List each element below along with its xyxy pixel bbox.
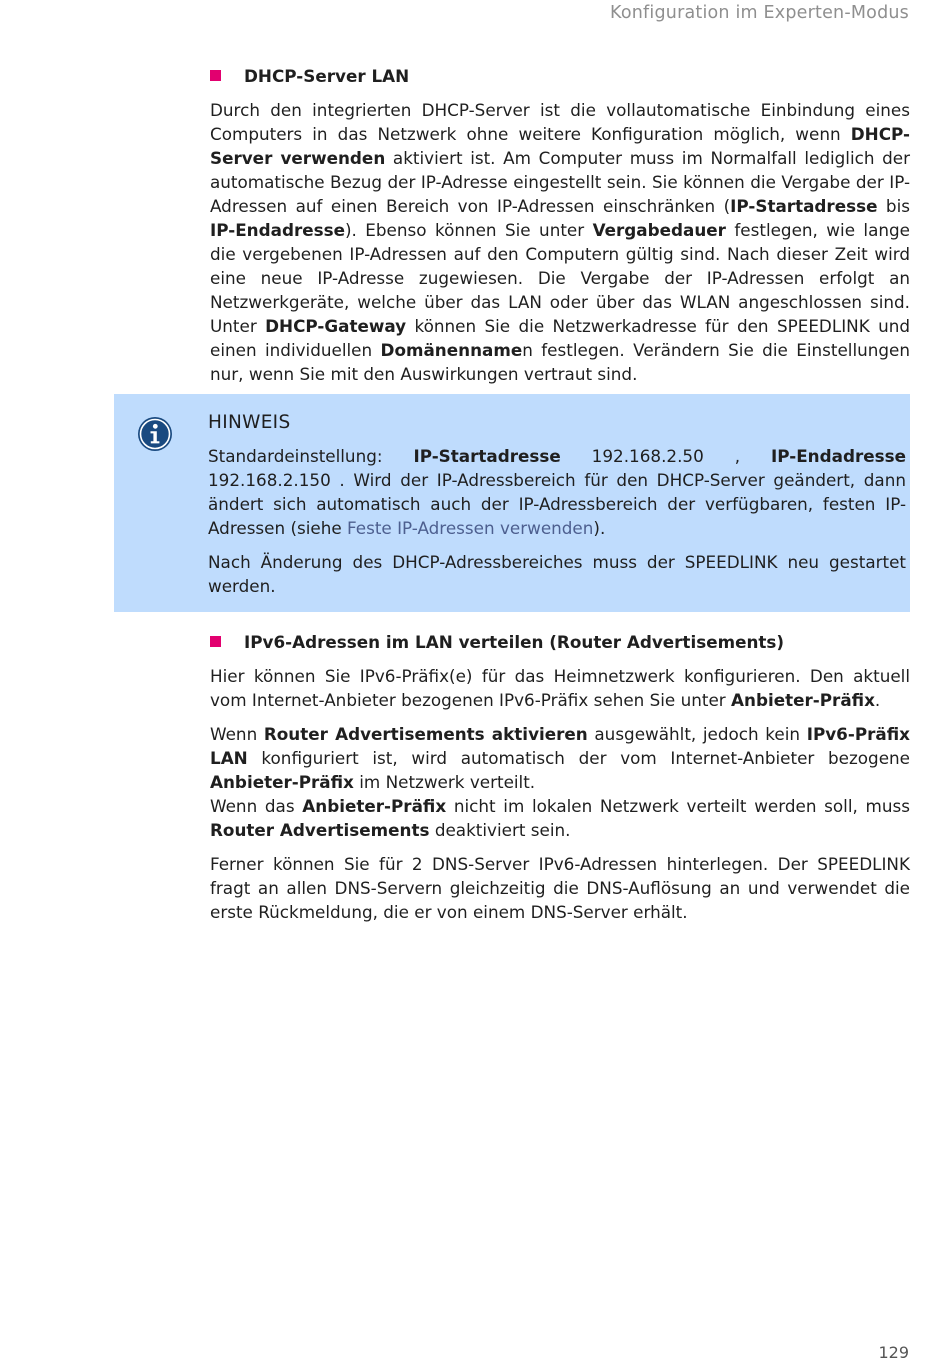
info-icon	[137, 416, 173, 452]
running-header: Konfiguration im Experten-Modus	[610, 3, 909, 23]
ipv6-paragraph-router-adv: Wenn Router Advertisements aktivieren ausgewählt, jedoch kein IPv6-Präfix LAN konfiguriert ist, wird automatisch der vom Internet-Anbieter bezogene Anbieter-Präfix im Netzwerk verteilt.	[210, 724, 910, 792]
note-paragraph-restart: Nach Änderung des DHCP-Adressbereiches muss der SPEEDLINK neu gestartet werden.	[208, 552, 906, 596]
note-box	[114, 394, 910, 612]
ipv6-heading	[210, 630, 910, 654]
page-number: 129	[878, 1343, 909, 1362]
note-title: HINWEIS	[208, 412, 291, 433]
dhcp-server-paragraph: Durch den integrierten DHCP-Server ist die vollautomatische Einbindung eines Computers in das Netzwerk ohne weitere Konfiguration möglich, wenn DHCP-Server verwenden aktiviert ist. Am Computer muss im Normalfall lediglich der automatische Bezug der IP-Adresse eingestellt sein. Sie können die Vergabe der IP-Adressen auf einen Bereich von IP-Adressen einschränken (IP-Startadresse bis IP-Endadresse). Ebenso können Sie unter Vergabedauer festlegen, wie lange die vergebenen IP-Adressen auf den Computern gültig sind. Nach dieser Zeit wird eine neue IP-Adresse zugewiesen. Die Vergabe der IP-Adressen erfolgt an Netzwerkgeräte, welche über das LAN oder über das WLAN angeschlossen sind. Unter DHCP-Gateway können Sie die Netzwerkadresse für den SPEEDLINK und einen individuellen Domänennamen festlegen. Verändern Sie die Einstellungen nur, wenn Sie mit den Auswirkungen vertraut sind.	[210, 100, 911, 384]
note-paragraph-defaults: Standardeinstellung: IP-Startadresse 192.168.2.50 , IP-Endadresse 192.168.2.150 . Wird der IP-Adressbereich für den DHCP-Server geändert, dann ändert sich automatisch auch der IP-Adressbereich der verfügbaren, festen IP-Adressen (siehe Feste IP-Adressen verwenden).	[208, 446, 906, 538]
note-body	[208, 410, 906, 608]
feste-ip-adressen-link[interactable]: Feste IP-Adressen verwenden	[347, 518, 594, 538]
dhcp-server-heading	[210, 64, 910, 88]
ipv6-paragraph-dns: Ferner können Sie für 2 DNS-Server IPv6-Adressen hinterlegen. Der SPEEDLINK fragt an allen DNS-Servern gleichzeitig die DNS-Auflösung an und verwendet die erste Rückmeldung, die er von einem DNS-Server erhält.	[210, 854, 910, 922]
ipv6-heading-text: IPv6-Adressen im LAN verteilen (Router Advertisements)	[244, 632, 785, 652]
square-bullet-icon	[210, 70, 221, 81]
dhcp-server-section	[210, 64, 910, 396]
square-bullet-icon	[210, 636, 221, 647]
ipv6-paragraph-deactivate: Wenn das Anbieter-Präfix nicht im lokalen Netzwerk verteilt werden soll, muss Router Advertisements deaktiviert sein.	[210, 796, 910, 840]
ipv6-section	[210, 630, 910, 934]
ipv6-paragraph-prefix: Hier können Sie IPv6-Präfix(e) für das Heimnetzwerk konfigurieren. Den aktuell vom Internet-Anbieter bezogenen IPv6-Präfix sehen Sie unter Anbieter-Präfix.	[210, 666, 910, 710]
dhcp-server-heading-text: DHCP-Server LAN	[244, 66, 410, 86]
